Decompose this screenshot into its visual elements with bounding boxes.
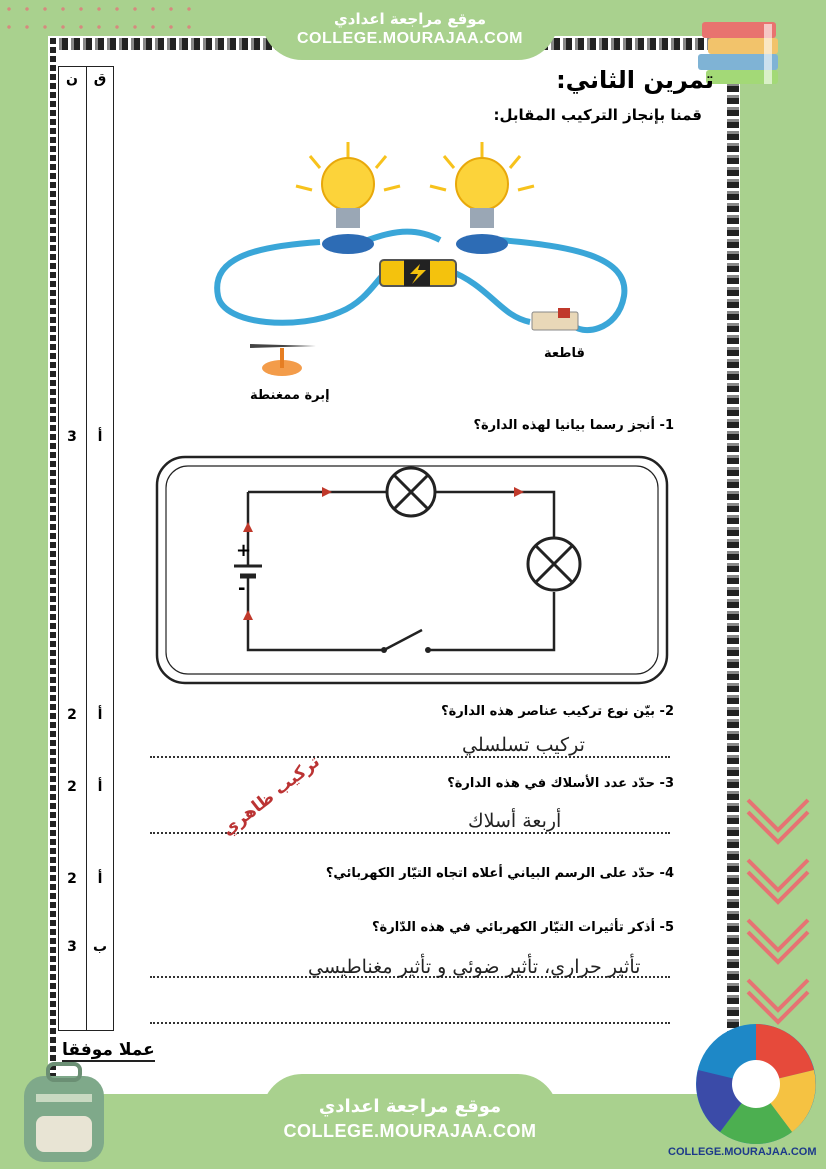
question-2: 2- بيّن نوع تركيب عناصر هذه الدارة؟ bbox=[441, 704, 674, 719]
question-5: 5- أذكر تأثيرات التيّار الكهربائي في هذه الدّارة؟ bbox=[372, 920, 674, 935]
question-3: 3- حدّد عدد الأسلاك في هذه الدارة؟ bbox=[447, 776, 674, 791]
footer-site-name: موقع مراجعة اعدادي bbox=[318, 1096, 502, 1117]
closing-note: عملا موفقا bbox=[62, 1040, 155, 1060]
score-q-4: أ bbox=[97, 871, 103, 887]
site-name: موقع مراجعة اعدادي bbox=[334, 10, 486, 28]
current-arrow-1 bbox=[322, 487, 332, 497]
score-n-2: 2 bbox=[67, 707, 77, 723]
diagram-wire-top-right bbox=[436, 492, 554, 538]
backpack-icon bbox=[14, 1058, 114, 1166]
score-header-n: ن bbox=[66, 71, 78, 87]
magnetic-needle-icon bbox=[250, 344, 316, 376]
decorative-dots bbox=[0, 0, 200, 40]
answer-3: أربعة أسلاك bbox=[468, 810, 562, 832]
site-logo-icon bbox=[694, 1022, 818, 1146]
score-n-4: 2 bbox=[67, 871, 77, 887]
question-1: 1- أنجز رسما بيانيا لهذه الدارة؟ bbox=[473, 418, 674, 433]
answer-line-2 bbox=[150, 756, 670, 758]
diagram-lamp-1 bbox=[387, 468, 435, 516]
teacher-stamp: تركيب ظاهري bbox=[218, 751, 324, 841]
score-q-3: أ bbox=[97, 779, 103, 795]
score-n-5: 3 bbox=[67, 939, 77, 955]
circuit-diagram bbox=[154, 454, 670, 686]
score-q-2: أ bbox=[97, 707, 103, 723]
score-table bbox=[58, 66, 114, 1031]
decorative-border-left bbox=[50, 38, 56, 1078]
score-column-n bbox=[59, 67, 85, 1030]
answer-2: تركيب تسلسلي bbox=[462, 734, 585, 756]
exercise-intro: قمنا بإنجاز التركيب المقابل: bbox=[493, 106, 702, 124]
score-n-1: 3 bbox=[67, 429, 77, 445]
footer-site-url[interactable]: COLLEGE.MOURAJAA.COM bbox=[283, 1121, 537, 1141]
answer-line-6 bbox=[150, 1022, 670, 1024]
question-4: 4- حدّد على الرسم البياني أعلاه اتجاه التيّار الكهربائي؟ bbox=[325, 866, 674, 881]
circuit-illustration bbox=[200, 136, 640, 406]
current-arrow-4 bbox=[243, 610, 253, 620]
score-q-1: أ bbox=[97, 429, 103, 445]
current-arrow-2 bbox=[514, 487, 524, 497]
battery-minus-sign: - bbox=[238, 578, 246, 599]
footer-banner bbox=[262, 1074, 558, 1169]
logo-url[interactable]: COLLEGE.MOURAJAA.COM bbox=[668, 1146, 817, 1158]
diagram-wire-bottom bbox=[248, 584, 382, 650]
switch-label: قاطعة bbox=[544, 346, 585, 361]
wire-4 bbox=[448, 270, 530, 322]
site-url[interactable]: COLLEGE.MOURAJAA.COM bbox=[297, 30, 523, 47]
diagram-switch bbox=[381, 630, 431, 653]
wire-1 bbox=[217, 242, 390, 323]
score-n-3: 2 bbox=[67, 779, 77, 795]
score-q-5: ب bbox=[92, 939, 108, 955]
current-arrow-3 bbox=[243, 522, 253, 532]
wire-2 bbox=[368, 232, 440, 240]
header-banner bbox=[262, 0, 558, 60]
switch-icon bbox=[532, 308, 578, 330]
score-header-q: ق bbox=[93, 71, 107, 87]
bulb-2 bbox=[430, 142, 534, 254]
diagram-lamp-2 bbox=[528, 538, 580, 590]
answer-5: تأثير حراري، تأثير ضوئي و تأثير مغناطيسي bbox=[308, 956, 641, 978]
needle-label: إبرة ممغنطة bbox=[250, 388, 330, 403]
battery bbox=[380, 260, 456, 286]
decorative-chevrons bbox=[738, 790, 818, 1030]
score-column-q bbox=[86, 67, 113, 1030]
exercise-title: تمرين الثاني: bbox=[556, 66, 714, 94]
diagram-wire-right bbox=[430, 592, 554, 650]
battery-plus-sign: + bbox=[236, 540, 252, 561]
